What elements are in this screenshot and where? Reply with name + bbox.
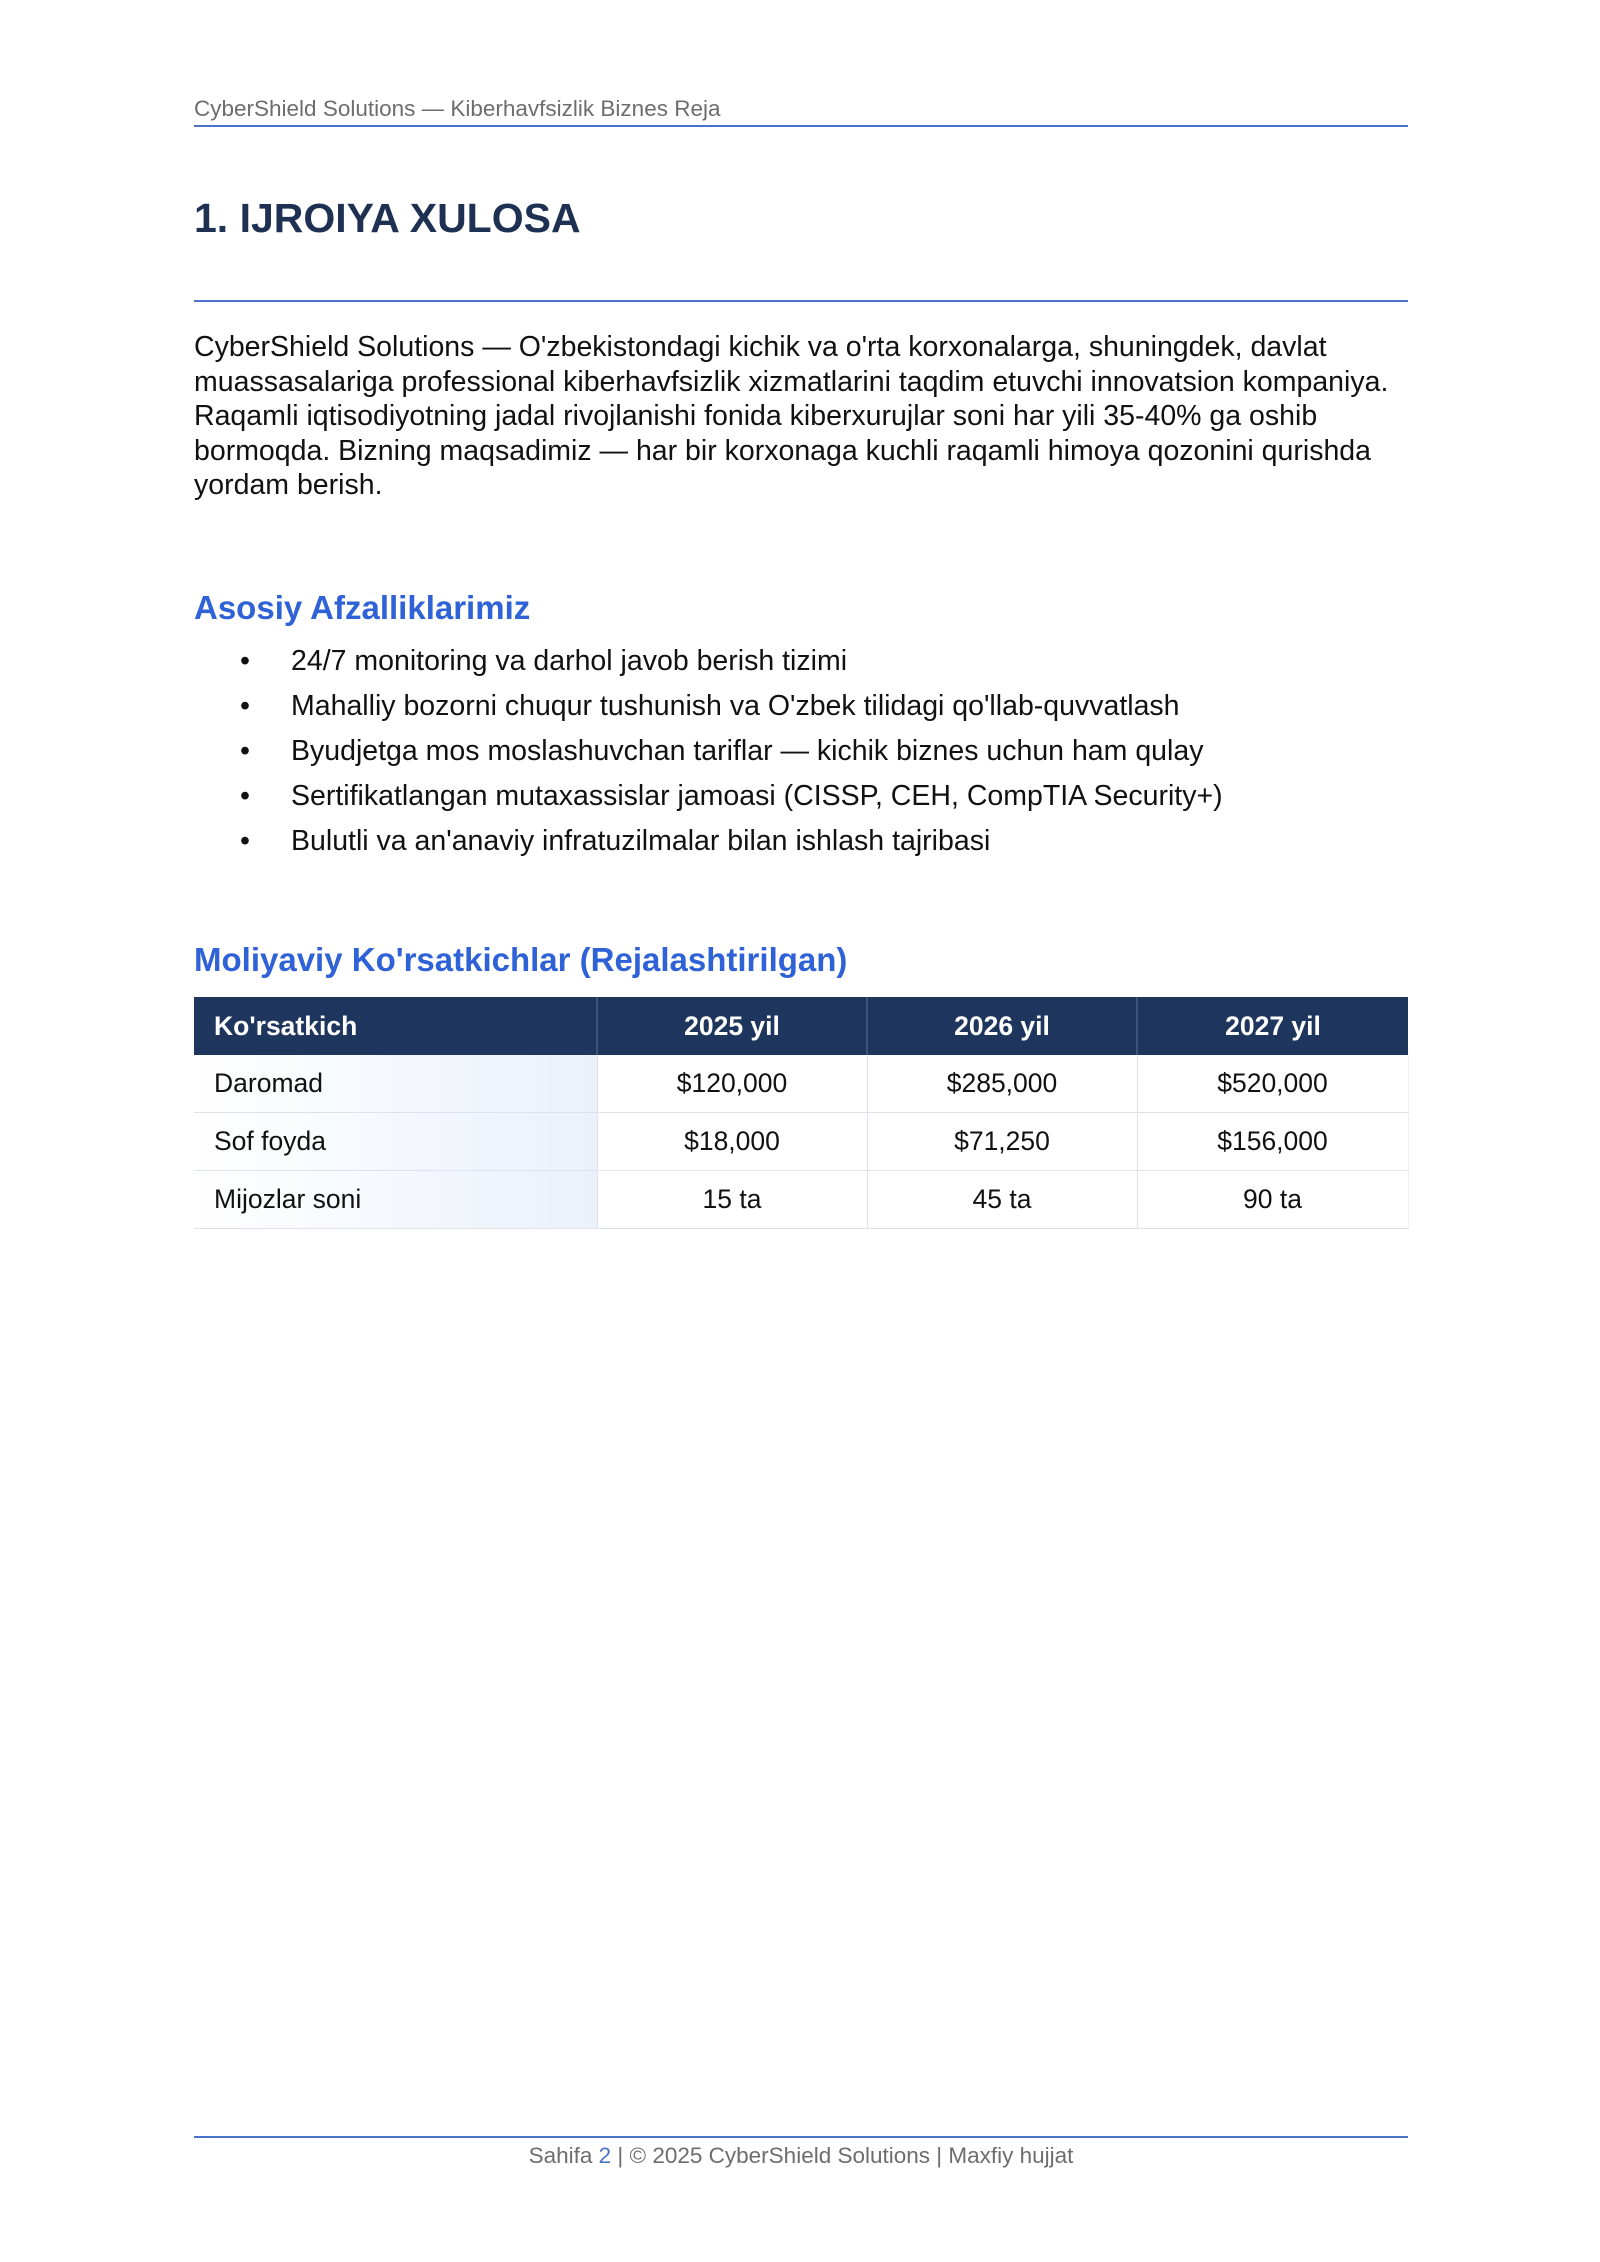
row-label-clients: Mijozlar soni [194, 1171, 597, 1229]
list-item [194, 733, 1408, 778]
table-cell: $156,000 [1137, 1113, 1408, 1171]
bullet-mark: • [240, 825, 250, 857]
table-row [194, 1113, 1408, 1171]
title-divider [194, 300, 1408, 302]
list-item-text: 24/7 monitoring va darhol javob berish tizimi [291, 645, 848, 677]
document-page [194, 0, 1408, 2262]
list-item [194, 643, 1408, 688]
header-divider [194, 125, 1408, 127]
running-header: CyberShield Solutions — Kiberhavfsizlik Biznes Reja [194, 96, 721, 121]
footer-page-number: 2 [598, 2143, 612, 2168]
page-footer [194, 2141, 1408, 2171]
table-header-row [194, 997, 1408, 1055]
column-header-2025: 2025 yil [597, 997, 867, 1055]
table-cell: $71,250 [867, 1113, 1137, 1171]
list-item [194, 688, 1408, 733]
column-header-indicator: Ko'rsatkich [194, 997, 597, 1055]
table-cell: $520,000 [1137, 1055, 1408, 1113]
bullet-mark: • [240, 735, 250, 767]
table-row [194, 1171, 1408, 1229]
table-cell: $285,000 [867, 1055, 1137, 1113]
column-header-2027: 2027 yil [1137, 997, 1408, 1055]
table-cell: 45 ta [867, 1171, 1137, 1229]
list-item [194, 823, 1408, 868]
footer-page-label: Sahifa [528, 2143, 593, 2168]
bullet-mark: • [240, 690, 250, 722]
table-cell: 15 ta [597, 1171, 867, 1229]
list-item-text: Mahalliy bozorni chuqur tushunish va O'zbek tilidagi qo'llab-quvvatlash [291, 690, 1180, 722]
table-row [194, 1055, 1408, 1113]
advantages-heading: Asosiy Afzalliklarimiz [194, 589, 531, 626]
column-header-2026: 2026 yil [867, 997, 1137, 1055]
advantages-list [194, 643, 1408, 868]
table-cell: $120,000 [597, 1055, 867, 1113]
list-item-text: Byudjetga mos moslashuvchan tariflar — kichik biznes uchun ham qulay [291, 735, 1204, 767]
footer-copyright: | © 2025 CyberShield Solutions | Maxfiy hujjat [617, 2143, 1074, 2168]
row-label-revenue: Daromad [194, 1055, 597, 1113]
table-cell: $18,000 [597, 1113, 867, 1171]
financial-table [194, 997, 1409, 1229]
row-label-net-profit: Sof foyda [194, 1113, 597, 1171]
list-item-text: Sertifikatlangan mutaxassislar jamoasi (CISSP, CEH, CompTIA Security+) [291, 780, 1223, 812]
footer-divider [194, 2136, 1408, 2138]
bullet-mark: • [240, 645, 250, 677]
finance-heading: Moliyaviy Ko'rsatkichlar (Rejalashtirilgan) [194, 941, 848, 978]
intro-paragraph: CyberShield Solutions — O'zbekistondagi kichik va o'rta korxonalarga, shuningdek, davlat muassasalariga professional kiberhavfsizlik xizmatlarini taqdim etuvchi innovatsion kompaniya. Raqamli iqtisodiyotning jadal rivojlanishi fonida kiberxurujlar soni har yili 35-40% ga oshib bormoqda. Bizning maqsadimiz — har bir korxonaga kuchli raqamli himoya qozonini qurishda yordam berish. [194, 331, 1389, 501]
list-item-text: Bulutli va an'anaviy infratuzilmalar bilan ishlash tajribasi [291, 825, 991, 857]
table-cell: 90 ta [1137, 1171, 1408, 1229]
bullet-mark: • [240, 780, 250, 812]
section-title: 1. IJROIYA XULOSA [194, 195, 581, 241]
list-item [194, 778, 1408, 823]
